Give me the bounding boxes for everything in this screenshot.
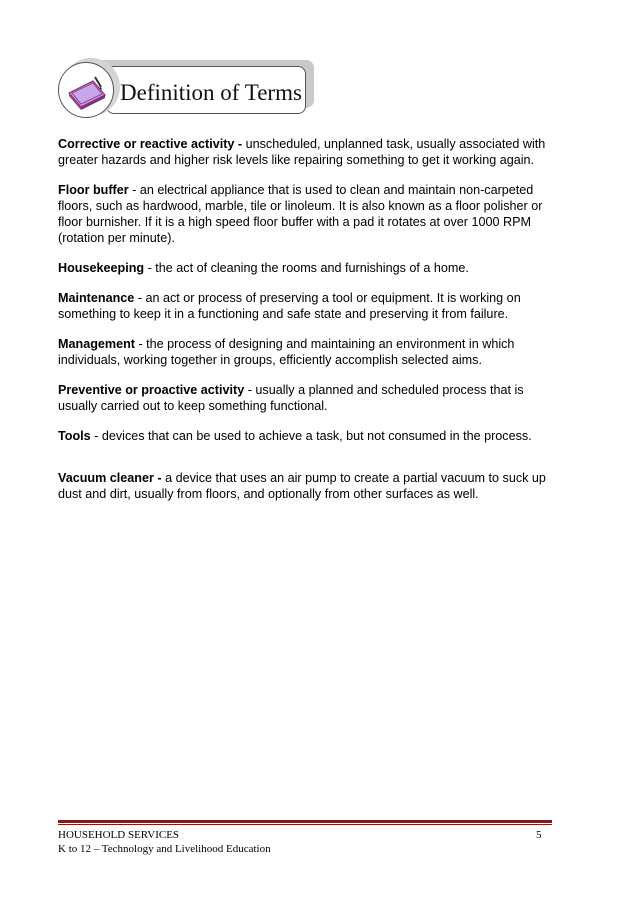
footer-divider — [58, 820, 552, 823]
page-title: Definition of Terms — [120, 80, 302, 105]
term-housekeeping — [58, 260, 558, 276]
term-name: Management — [58, 337, 135, 351]
term-definition: - the act of cleaning the rooms and furnishings of a home. — [144, 261, 469, 275]
term-definition: a device that uses an air pump to create a partial vacuum to suck up dust and dirt, usually from floors, and optionally from other surfaces as well. — [58, 471, 546, 501]
page-number: 5 — [536, 829, 542, 841]
term-name: Tools — [58, 429, 91, 443]
term-vacuum-cleaner — [58, 470, 558, 502]
term-definition: - devices that can be used to achieve a task, but not consumed in the process. — [90, 429, 532, 443]
book-icon — [65, 73, 109, 111]
section-header — [58, 60, 316, 120]
term-definition: - an electrical appliance that is used to clean and maintain non-carpeted floors, such as hardwood, marble, tile or linoleum. It is also known as a floor polisher or floor burnisher. If it is a high speed floor buffer with a pad it rotates at over 1000 RPM (rotation per minute). — [58, 183, 543, 245]
term-corrective — [58, 136, 558, 168]
footer-course: HOUSEHOLD SERVICES — [58, 829, 180, 841]
term-name: Housekeeping — [58, 261, 145, 275]
icon-circle — [58, 62, 114, 118]
term-name: Corrective or reactive activity - — [58, 137, 243, 151]
term-management — [58, 336, 558, 368]
term-maintenance — [58, 290, 558, 322]
term-definition: unscheduled, unplanned task, usually associated with greater hazards and higher risk levels like repairing something to get it working again. — [58, 137, 546, 167]
term-name: Maintenance — [58, 291, 135, 305]
term-floor-buffer — [58, 182, 558, 246]
definitions-list — [58, 136, 558, 516]
term-definition: - usually a planned and scheduled process that is usually carried out to keep something functional. — [58, 383, 524, 413]
term-definition: - the process of designing and maintaining an environment in which individuals, working together in groups, efficiently accomplish selected aims. — [58, 337, 515, 367]
term-definition: - an act or process of preserving a tool or equipment. It is working on something to keep it in a functioning and safe state and preserving it from failure. — [58, 291, 521, 321]
term-tools — [58, 428, 558, 444]
term-name: Floor buffer — [58, 183, 129, 197]
footer-subtitle: K to 12 – Technology and Livelihood Education — [58, 843, 271, 855]
footer-divider-thin — [58, 824, 552, 825]
term-name: Vacuum cleaner - — [58, 471, 162, 485]
term-preventive — [58, 382, 558, 414]
term-name: Preventive or proactive activity — [58, 383, 245, 397]
